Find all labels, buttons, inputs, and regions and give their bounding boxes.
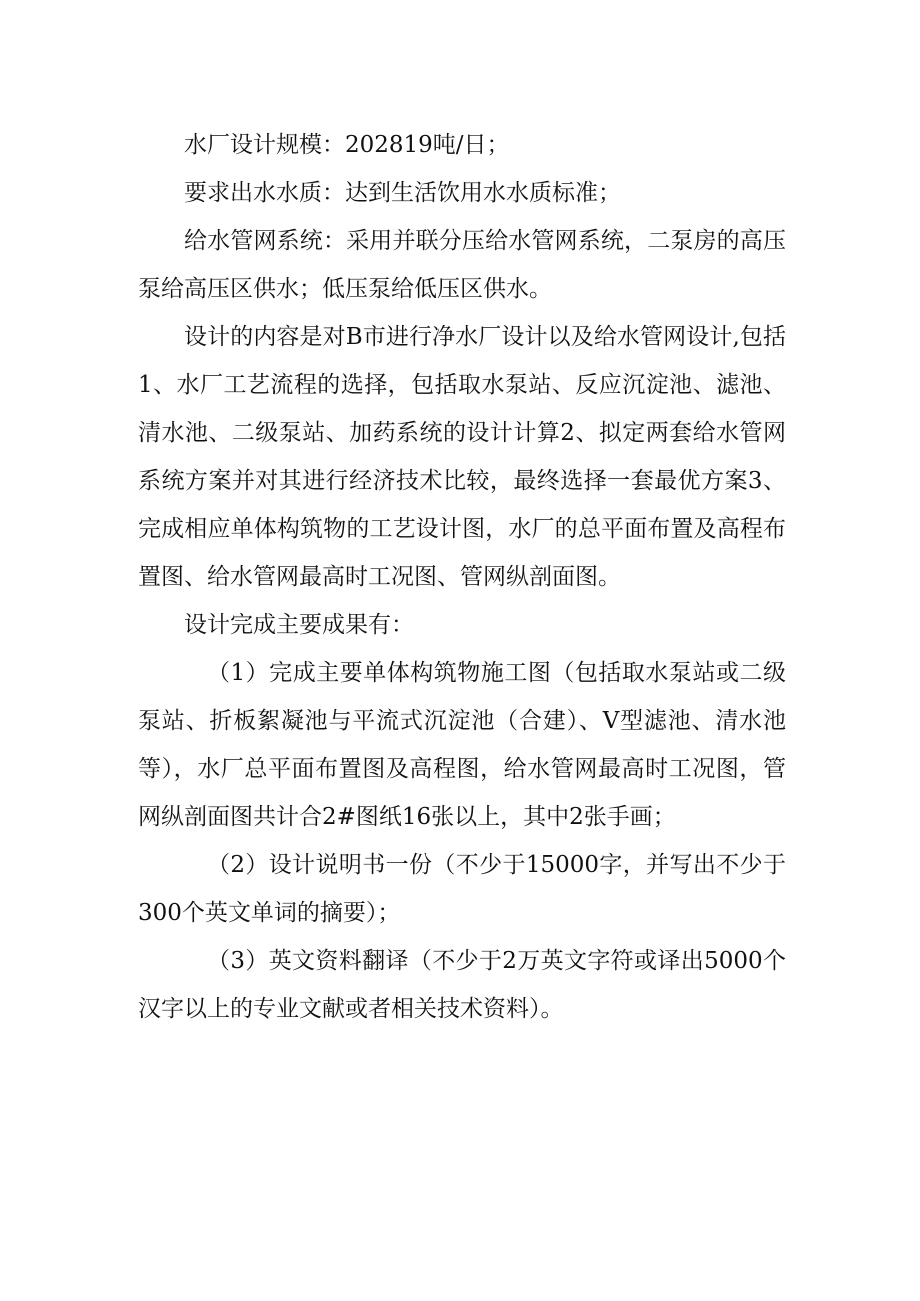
paragraph-design-content: 设计的内容是对B市进行净水厂设计以及给水管网设计,包括1、水厂工艺流程的选择，包括取水泵站、反应沉淀池、滤池、清水池、二级泵站、加药系统的设计计算2、拟定两套给水管网系统方案并对其进行经济技术比较，最终选择一套最优方案3、完成相应单体构筑物的工艺设计图，水厂的总平面布置及高程布置图、给水管网最高时工况图、管网纵剖面图。 [138,324,786,590]
paragraph-result-2: （2）设计说明书一份（不少于15000字，并写出不少于300个英文单词的摘要）； [138,852,786,926]
paragraph-result-3: （3）英文资料翻译（不少于2万英文字符或译出5000个汉字以上的专业文献或者相关技术资料）。 [138,948,786,1022]
paragraph-pipe-network: 给水管网系统：采用并联分压给水管网系统，二泵房的高压泵给高压区供水；低压泵给低压区供水。 [138,228,786,302]
document-body [138,121,786,1033]
paragraph-plant-scale: 水厂设计规模：202819吨/日； [184,132,510,158]
paragraph-results-heading: 设计完成主要成果有： [184,612,414,638]
paragraph-water-quality: 要求出水水质：达到生活饮用水水质标准； [184,180,621,206]
paragraph-result-1: （1）完成主要单体构筑物施工图（包括取水泵站或二级泵站、折板絮凝池与平流式沉淀池（合建）、V型滤池、清水池等），水厂总平面布置图及高程图，给水管网最高时工况图，管网纵剖面图共计合2#图纸16张以上，其中2张手画； [138,660,786,830]
